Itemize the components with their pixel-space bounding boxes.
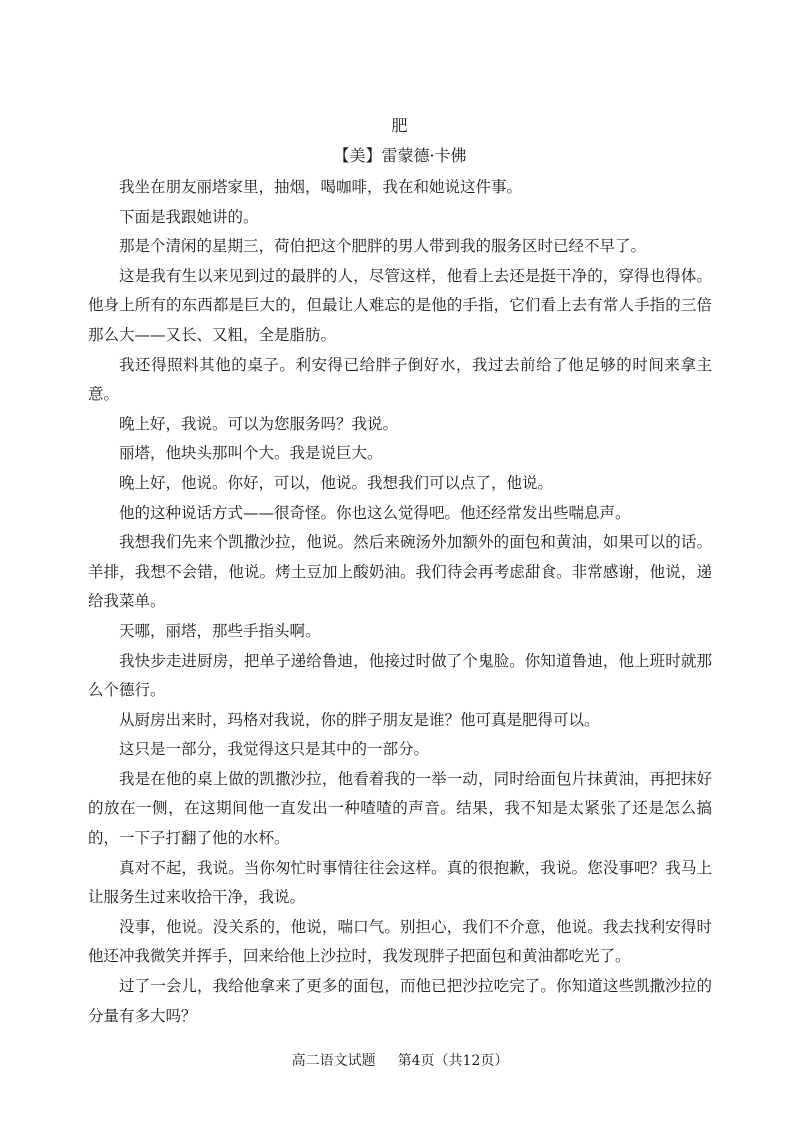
paragraph: 真对不起，我说。当你匆忙时事情往往会这样。真的很抱歉，我说。您没事吧？我马上让服务生过来收拾干净，我说。 bbox=[88, 858, 712, 907]
paragraph: 天哪，丽塔，那些手指头啊。 bbox=[119, 621, 321, 640]
paragraph: 我还得照料其他的桌子。利安得已给胖子倒好水，我过去前给了他足够的时间来拿主意。 bbox=[88, 355, 712, 404]
paragraph: 我坐在朋友丽塔家里，抽烟，喝咖啡，我在和她说这件事。 bbox=[119, 178, 523, 196]
story-author: 【美】雷蒙德·卡佛 bbox=[333, 146, 467, 165]
paragraph: 这是我有生以来见到过的最胖的人，尽管这样，他看上去还是挺干净的，穿得也得体。他身上所有的东西都是巨大的，但最让人难忘的是他的手指，它们看上去有常人手指的三倍那么大——又长、又粗，全是脂肪。 bbox=[88, 266, 712, 344]
paragraph: 我快步走进厨房，把单子递给鲁迪，他接过时做了个鬼脸。你知道鲁迪，他上班时就那么个德行。 bbox=[88, 651, 712, 700]
page-footer bbox=[0, 1050, 800, 1070]
paragraph: 晚上好，我说。可以为您服务吗？我说。 bbox=[119, 414, 399, 433]
paragraph: 那是个清闲的星期三，荷伯把这个肥胖的男人带到我的服务区时已经不早了。 bbox=[119, 237, 647, 256]
paragraph: 我想我们先来个凯撒沙拉，他说。然后来碗汤外加额外的面包和黄油，如果可以的话。羊排，我想不会错，他说。烤土豆加上酸奶油。我们待会再考虑甜食。非常感谢，他说，递给我菜单。 bbox=[88, 533, 712, 611]
paragraph: 过了一会儿，我给他拿来了更多的面包，而他已把沙拉吃完了。你知道这些凯撒沙拉的分量有多大吗？ bbox=[88, 977, 712, 1025]
exam-name: 高二语文试题 bbox=[291, 1053, 376, 1069]
paragraph: 他的这种说话方式——很奇怪。你也这么觉得吧。他还经常发出些喘息声。 bbox=[119, 503, 631, 522]
paragraph: 我是在他的桌上做的凯撒沙拉，他看着我的一举一动，同时给面包片抹黄油，再把抹好的放在一侧，在这期间他一直发出一种喳喳的声音。结果，我不知是太紧张了还是怎么搞的，一下子打翻了他的水杯。 bbox=[88, 769, 712, 848]
paragraph: 晚上好，他说。你好，可以，他说。我想我们可以点了，他说。 bbox=[119, 473, 554, 492]
story-title: 肥 bbox=[391, 116, 409, 135]
story-body bbox=[88, 173, 712, 1031]
page-number: 第4页（共12页） bbox=[397, 1053, 509, 1069]
paragraph: 没事，他说。没关系的，他说，喘口气。别担心，我们不介意，他说。我去找利安得时他还冲我微笑并挥手，回来给他上沙拉时，我发现胖子把面包和黄油都吃光了。 bbox=[88, 917, 712, 966]
paragraph: 丽塔，他块头那叫个大。我是说巨大。 bbox=[119, 444, 383, 463]
paragraph: 下面是我跟她讲的。 bbox=[119, 207, 259, 226]
paragraph: 这只是一部分，我觉得这只是其中的一部分。 bbox=[119, 740, 430, 759]
paragraph: 从厨房出来时，玛格对我说，你的胖子朋友是谁？他可真是肥得可以。 bbox=[119, 710, 600, 729]
